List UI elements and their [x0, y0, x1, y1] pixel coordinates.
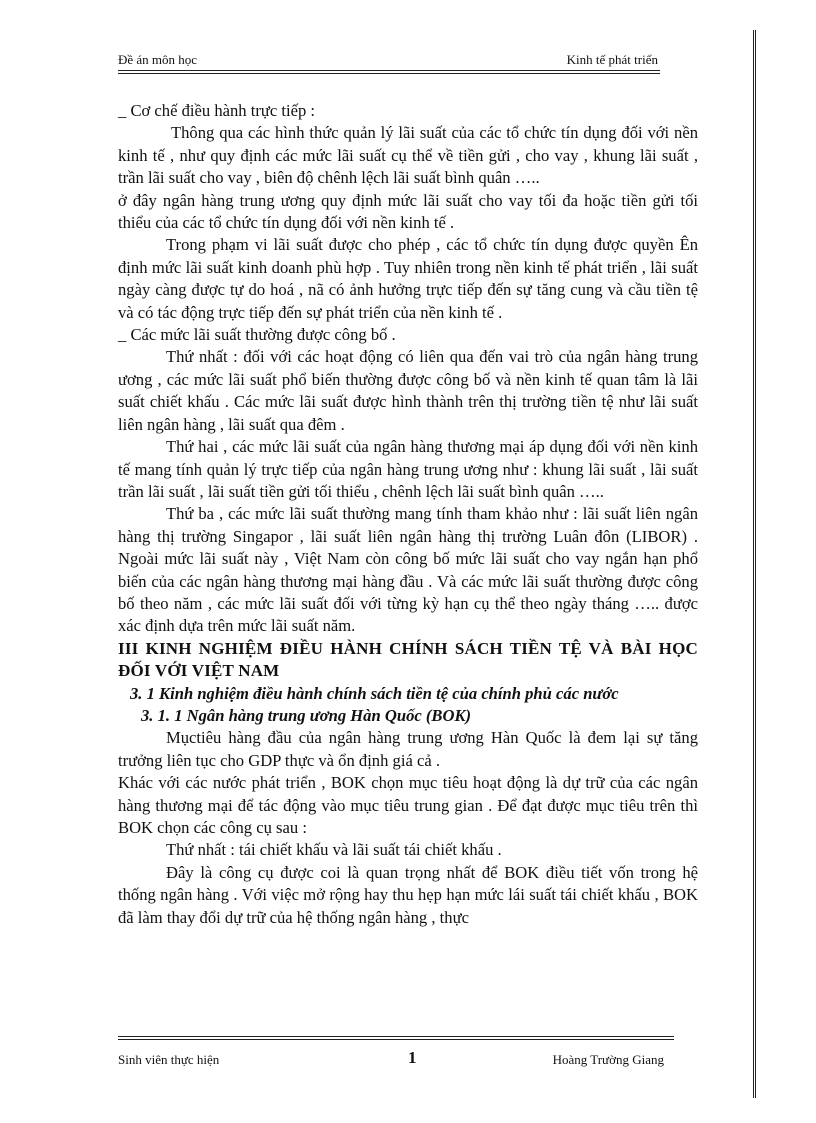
paragraph: Thứ hai , các mức lãi suất của ngân hàng thương mại áp dụng đối với nền kinh tế mang tính quản lý trực tiếp của ngân hàng trung ương như : khung lãi suất , lãi suất trần lãi suất , lãi suất tiền gửi tối thiểu , chênh lệch lãi suất bình quân ….. [118, 437, 698, 501]
footer-left-text: Sinh viên thực hiện [118, 1052, 220, 1067]
paragraph: Thứ nhất : đối với các hoạt động có liên qua đến vai trò của ngân hàng trung ương , các mức lãi suất phổ biến thường được công bố và nền kinh tế quan tâm là lãi suất chiết khấu . Các mức lãi suất được hình thành trên thị trường tiền tệ như lãi suất liên ngân hàng , lãi suất qua đêm . [118, 347, 698, 434]
paragraph: Khác với các nước phát triển , BOK chọn mục tiêu hoạt động là dự trữ của các ngân hàng thương mại để tác động vào mục tiêu trung gian . Để đạt được mục tiêu trên thì BOK chọn các công cụ sau : [118, 773, 698, 837]
header-right-text: Kinh tế phát triển [566, 52, 658, 67]
subsection-heading-3-1-1: 3. 1. 1 Ngân hàng trung ương Hàn Quốc (BOK) [141, 705, 472, 725]
page-header [118, 50, 660, 74]
paragraph: Thông qua các hình thức quản lý lãi suất của các tổ chức tín dụng đối với nền kinh tế , như quy định các mức lãi suất cụ thể về tiền gửi , cho vay , khung lãi suất , trần lãi suất cho vay , biên độ chênh lệch lãi suất bình quân ….. [118, 123, 698, 188]
subsection-heading-3-1: 3. 1 Kinh nghiệm điều hành chính sách tiền tệ của chính phủ các nước [130, 683, 619, 703]
paragraph-direct-mechanism: _ Cơ chế điều hành trực tiếp : [118, 101, 316, 120]
paragraph: Mụctiêu hàng đầu của ngân hàng trung ương Hàn Quốc là đem lại sự tăng trưởng liên tục cho GDP thực và ổn định giá cả . [118, 728, 698, 770]
paragraph-announced-rates: _ Các mức lãi suất thường được công bố . [118, 325, 396, 345]
footer-right-text: Hoàng Trường Giang [552, 1052, 664, 1067]
document-body [118, 100, 698, 929]
section-heading-iii: III KINH NGHIỆM ĐIỀU HÀNH CHÍNH SÁCH TIỀN TỆ VÀ BÀI HỌC ĐỐI VỚI VIỆT NAM [118, 638, 698, 681]
page-number: 1 [408, 1048, 417, 1067]
paragraph: Thứ nhất : tái chiết khấu và lãi suất tái chiết khấu . [166, 840, 502, 860]
paragraph: Đây là công cụ được coi là quan trọng nhất để BOK điều tiết vốn trong hệ thống ngân hàng . Với việc mở rộng hay thu hẹp hạn mức lái suất tái chiết khấu , BOK đã làm thay đổi dự trữ của hệ thống ngân hàng , thực [118, 862, 698, 927]
paragraph: Thứ ba , các mức lãi suất thường mang tính tham khảo như : lãi suất liên ngân hàng thị trường Singapor , lãi suất liên ngân hàng thị trường Luân đôn (LIBOR) . Ngoài mức lãi suất này , Việt Nam còn công bố mức lãi suất cho vay ngắn hạn phổ biến của các ngân hàng thương mại hàng đầu . Và các mức lãi suất thường được công bố theo năm , các mức lãi suất đối với từng kỳ hạn cụ thể theo ngày tháng ….. được xác định dựa trên mức lãi suất năm. [118, 504, 698, 636]
right-margin-double-rule [753, 30, 756, 1098]
page-footer [118, 1036, 674, 1074]
paragraph: Trong phạm vi lãi suất được cho phép , các tổ chức tín dụng được quyền Ên định mức lãi suất kinh doanh phù hợp . Tuy nhiên trong nền kinh tế phát triển , lãi suất ngày càng được tự do hoá , nã có ảnh hưởng trực tiếp đến sự tăng cung và cầu tiền tệ và có tác động trực tiếp đến sự phát triển của nền kinh tế . [118, 235, 698, 322]
paragraph: ở đây ngân hàng trung ương quy định mức lãi suất cho vay tối đa hoặc tiền gửi tối thiểu của các tổ chức tín dụng đối với nền kinh tế . [118, 190, 698, 233]
header-left-text: Đề án môn học [118, 52, 198, 67]
